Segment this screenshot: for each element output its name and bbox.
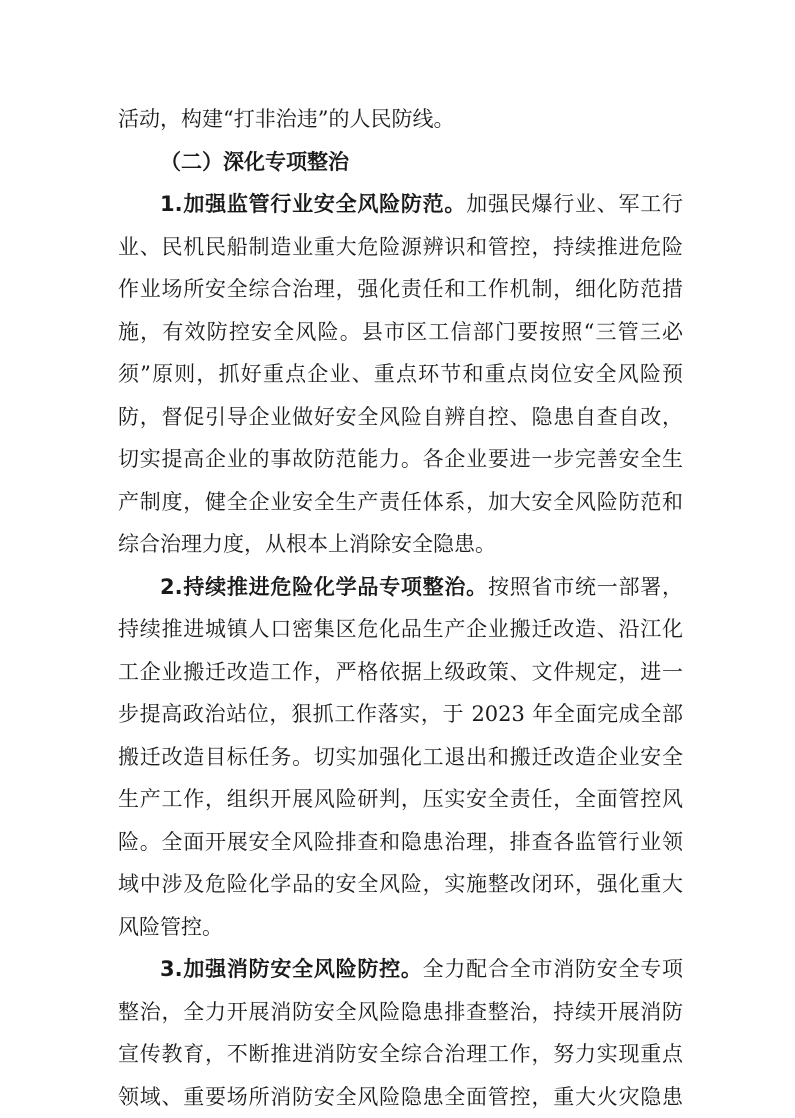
text-span: 加强民爆行业、军工行: [466, 192, 683, 216]
text-line: 工企业搬迁改造工作，严格依据上级政策、文件规定，进一: [118, 651, 683, 694]
paragraph-2-first-line: [118, 566, 683, 609]
text-line: 险。全面开展安全风险排查和隐患治理，排查各监管行业领: [118, 821, 683, 864]
text-span: 按照省市统一部署，: [488, 575, 683, 599]
text-line: 生产工作，组织开展风险研判，压实安全责任，全面管控风: [118, 778, 683, 821]
text-line: 业、民机民船制造业重大危险源辨识和管控，持续推进危险: [118, 226, 683, 269]
text-span: 全力配合全市消防安全专项: [423, 957, 683, 981]
text-line: 领域、重要场所消防安全风险隐患全面管控，重大火灾隐患: [118, 1076, 683, 1118]
text-line: 施，有效防控安全风险。县市区工信部门要按照“三管三必: [118, 311, 683, 354]
text-line: 搬迁改造目标任务。切实加强化工退出和搬迁改造企业安全: [118, 736, 683, 779]
text-line: 活动，构建“打非治违”的人民防线。: [118, 98, 683, 141]
text-line: 步提高政治站位，狠抓工作落实，于 2023 年全面完成全部: [118, 693, 683, 736]
text-line: 切实提高企业的事故防范能力。各企业要进一步完善安全生: [118, 438, 683, 481]
item-1-heading: 1.加强监管行业安全风险防范。: [160, 192, 466, 216]
paragraph-3-first-line: [118, 948, 683, 991]
text-line: 防，督促引导企业做好安全风险自辨自控、隐患自查自改，: [118, 396, 683, 439]
paragraph-1-first-line: [118, 183, 683, 226]
text-line: 持续推进城镇人口密集区危化品生产企业搬迁改造、沿江化: [118, 608, 683, 651]
item-2-heading: 2.持续推进危险化学品专项整治。: [160, 575, 488, 599]
text-line: 产制度，健全企业安全生产责任体系，加大安全风险防范和: [118, 481, 683, 524]
item-3-heading: 3.加强消防安全风险防控。: [160, 957, 423, 981]
text-line: 综合治理力度，从根本上消除安全隐患。: [118, 523, 683, 566]
text-line: 作业场所安全综合治理，强化责任和工作机制，细化防范措: [118, 268, 683, 311]
text-line: 域中涉及危险化学品的安全风险，实施整改闭环，强化重大: [118, 863, 683, 906]
text-line: 宣传教育，不断推进消防安全综合治理工作，努力实现重点: [118, 1033, 683, 1076]
text-line: 风险管控。: [118, 906, 683, 949]
text-line: 须”原则，抓好重点企业、重点环节和重点岗位安全风险预: [118, 353, 683, 396]
body-text: [118, 98, 683, 1118]
text-line: 整治，全力开展消防安全风险隐患排查整治，持续开展消防: [118, 991, 683, 1034]
section-heading: （二）深化专项整治: [118, 141, 683, 184]
